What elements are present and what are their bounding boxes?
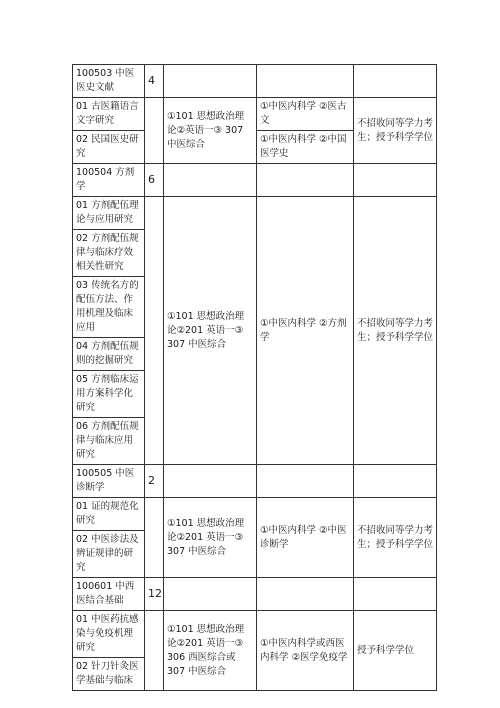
notes-cell: 不招收同等学力考生；授予科学学位 xyxy=(354,98,437,164)
direction-cell: 04 方剂配伍规则的挖掘研究 xyxy=(73,338,145,371)
exam-subjects: ①101 思想政治理论②201 英语一③ 307 中医综合 xyxy=(164,498,257,578)
notes-cell: 不招收同等学力考生；授予科学学位 xyxy=(354,197,437,465)
notes-cell: 授予科学学位 xyxy=(354,611,437,691)
enrollment-count: 2 xyxy=(145,465,164,498)
direction-cell: 01 方剂配伍理论与应用研究 xyxy=(73,197,145,230)
direction-cell: 02 中医诊法及辨证规律的研究 xyxy=(73,531,145,578)
direction-cell: 02 针刀针灸医学基础与临床 xyxy=(73,658,145,691)
retest-subjects: ①中医内科学 ②中国医学史 xyxy=(257,131,354,164)
exam-subjects: ①101 思想政治理论②201 英语一③ 307 中医综合 xyxy=(164,197,257,465)
retest-subjects: ①中医内科学 ②中医诊断学 xyxy=(257,498,354,578)
direction-cell: 01 中医药抗感染与免疫机理研究 xyxy=(73,611,145,658)
enrollment-count: 4 xyxy=(145,65,164,98)
exam-subjects: ①101 思想政治理论②201 英语一③ 306 西医综合或 307 中医综合 xyxy=(164,611,257,691)
direction-cell: 05 方剂临床运用方案科学化研究 xyxy=(73,371,145,418)
direction-cell: 01 证的规范化研究 xyxy=(73,498,145,531)
major-cell: 100504 方剂学 xyxy=(73,164,145,197)
enrollment-count: 12 xyxy=(145,578,164,611)
retest-subjects: ①中医内科学或西医内科学 ②医学免疫学 xyxy=(257,611,354,691)
retest-subjects: ①中医内科学 ②医古文 xyxy=(257,98,354,131)
admissions-table xyxy=(72,64,437,691)
direction-cell: 06 方剂配伍规律与临床应用研究 xyxy=(73,418,145,465)
enrollment-count: 6 xyxy=(145,164,164,197)
direction-cell: 02 方剂配伍规律与临床疗效相关性研究 xyxy=(73,230,145,277)
major-cell: 100503 中医医史文献 xyxy=(73,65,145,98)
direction-cell: 02 民国医史研究 xyxy=(73,131,145,164)
major-cell: 100505 中医诊断学 xyxy=(73,465,145,498)
notes-cell: 不招收同等学力考生；授予科学学位 xyxy=(354,498,437,578)
direction-cell: 03 传统名方的配伍方法、作用机理及临床应用 xyxy=(73,277,145,338)
direction-cell: 01 古医籍语言文字研究 xyxy=(73,98,145,131)
exam-subjects: ①101 思想政治理论②英语一③ 307 中医综合 xyxy=(164,98,257,164)
retest-subjects: ①中医内科学 ②方剂学 xyxy=(257,197,354,465)
major-cell: 100601 中西医结合基础 xyxy=(73,578,145,611)
